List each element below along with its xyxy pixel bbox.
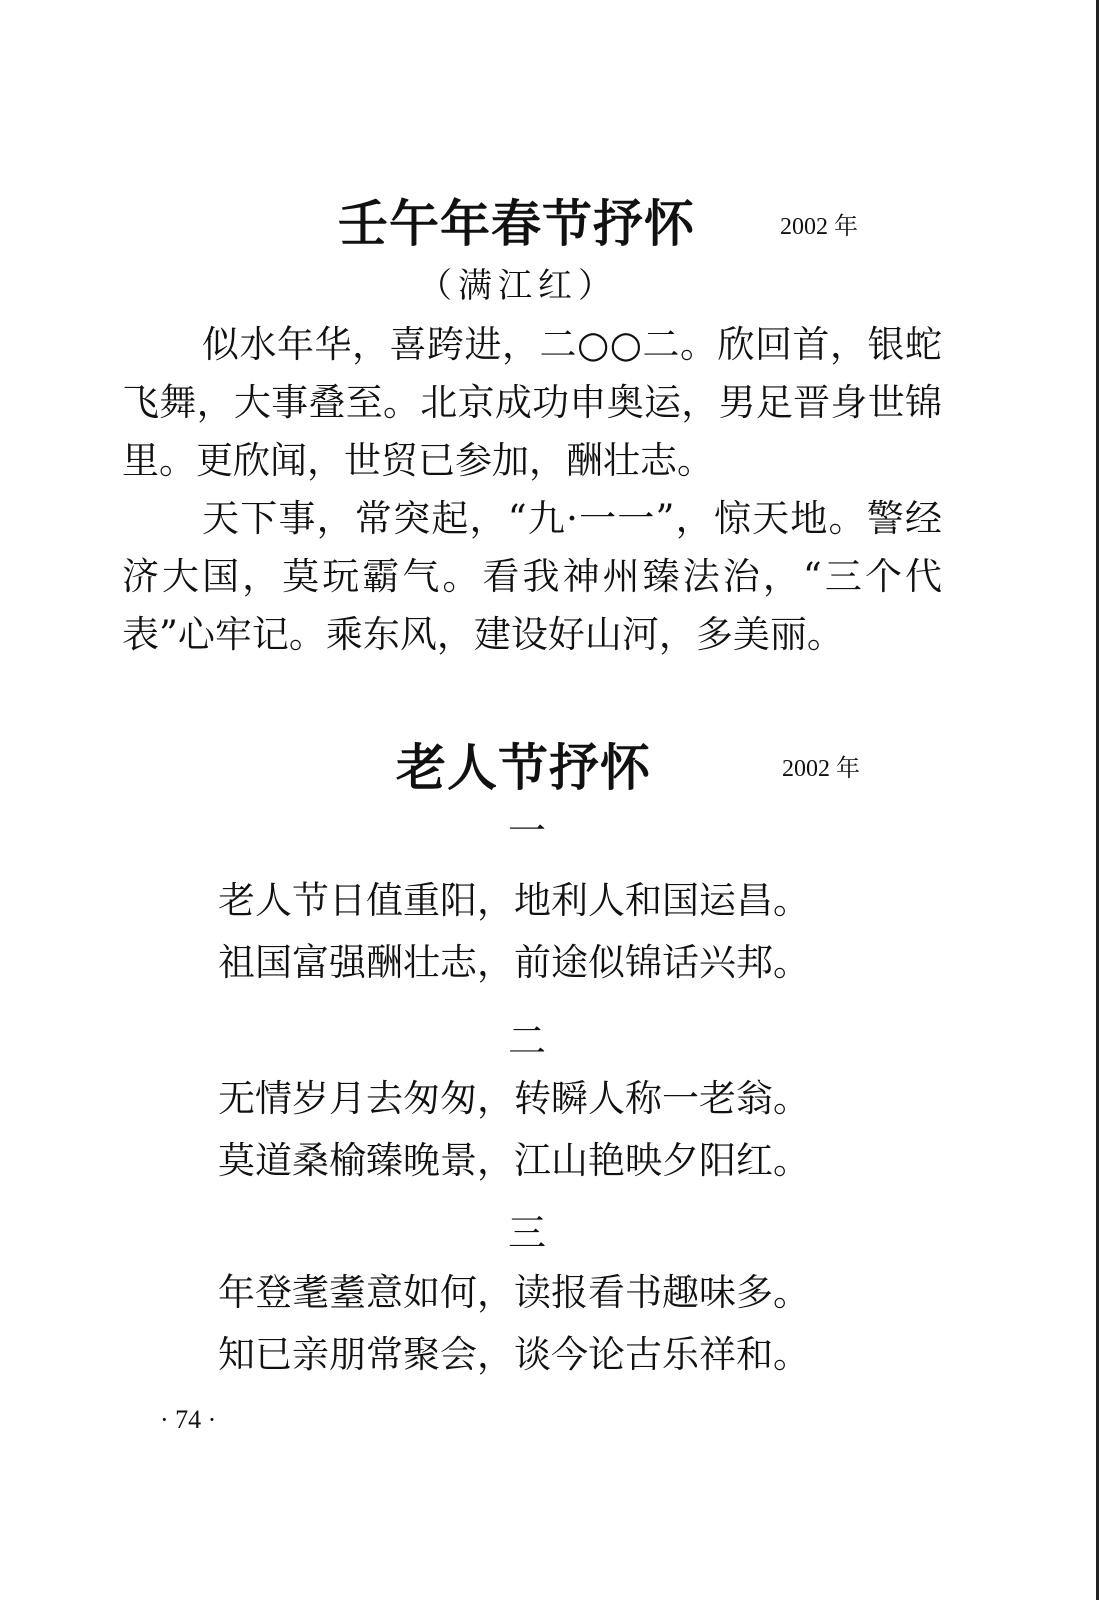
poem1-subtitle: （满江红） — [418, 266, 618, 306]
poem1-body — [122, 316, 942, 664]
verse-line: 知已亲朋常聚会，谈今论古乐祥和。 — [218, 1333, 810, 1376]
section-numeral-1: 一 — [508, 809, 547, 853]
poem1-stanza-2: 天下事，常突起，“九·一一”，惊天地。警经济大国，莫玩霸气。看我神州臻法治，“三个代表”心牢记。乘东风，建设好山河，多美丽。 — [122, 497, 942, 656]
poem1-stanza-1: 似水年华，喜跨进，二○○二。欣回首，银蛇飞舞，大事叠至。北京成功申奥运，男足晋身世锦里。更欣闻，世贸已参加，酬壮志。 — [122, 323, 942, 482]
verse-line: 无情岁月去匆匆，转瞬人称一老翁。 — [218, 1077, 810, 1120]
verse-line: 年登耄耋意如何，读报看书趣味多。 — [218, 1271, 810, 1314]
section-numeral-2: 二 — [508, 1019, 547, 1063]
verse-line: 莫道桑榆臻晚景，江山艳映夕阳红。 — [218, 1139, 810, 1182]
verse-line: 祖国富强酬壮志，前途似锦话兴邦。 — [218, 941, 810, 984]
poem1-title: 壬午年春节抒怀 — [338, 195, 695, 253]
poem2-title: 老人节抒怀 — [396, 739, 651, 797]
page-number: · 74 · — [160, 1405, 217, 1434]
verse-line: 老人节日值重阳，地利人和国运昌。 — [218, 879, 810, 922]
poem2-year: 2002 年 — [782, 756, 860, 782]
section-numeral-3: 三 — [508, 1211, 547, 1255]
poem1-year: 2002 年 — [780, 214, 858, 240]
